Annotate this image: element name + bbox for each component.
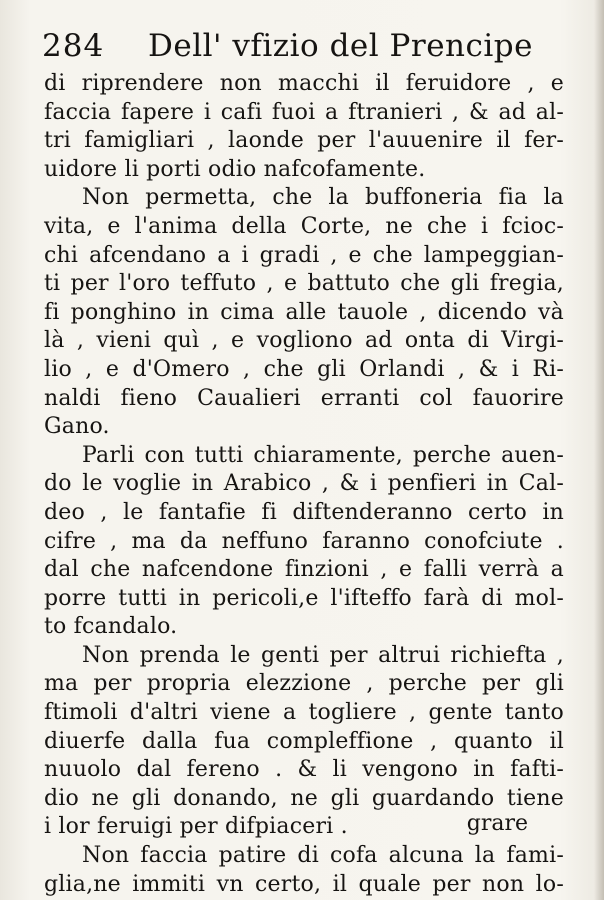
text-line: diuerfe dalla fua compleffione , quanto il: [44, 728, 564, 754]
catchword: grare: [466, 811, 528, 836]
text-line: ma per propria elezzione , perche per gli: [44, 671, 564, 697]
text-line: Gano.: [44, 414, 110, 440]
text-line: Parli con tutti chiaramente, perche auen-: [82, 442, 564, 468]
text-line: nuuolo dal fereno . & li vengono in fafti-: [44, 757, 564, 783]
text-line: porre tutti in pericoli,e l'ifteffo farà di mol-: [44, 585, 564, 611]
text-line: dio ne gli donando, ne gli guardando tiene: [44, 785, 564, 811]
text-line: ti per l'oro teffuto , e battuto che gli fregia,: [44, 271, 564, 297]
page-number: 284: [42, 28, 105, 64]
text-line: di riprendere non macchi il feruidore , e: [44, 71, 564, 96]
text-line: naldi fieno Caualieri erranti col fauorire: [44, 385, 564, 411]
running-head: Dell' vfizio del Prencipe: [148, 28, 533, 64]
text-line: cifre , ma da neffuno faranno conofciute .: [44, 528, 564, 554]
text-line: là , vieni quì , e vogliono ad onta di Virgi-: [44, 328, 564, 354]
page-header: [42, 28, 564, 72]
text-line: do le voglie in Arabico , & i penfieri in Cal-: [44, 471, 564, 497]
text-line: to fcandalo.: [44, 614, 178, 640]
text-line: Non faccia patire di cofa alcuna la fami-: [82, 843, 564, 869]
page-gutter-shadow: [594, 0, 604, 900]
text-line: ftimoli d'altri viene a togliere , gente tanto: [44, 700, 564, 726]
text-line: fi ponghino in cima alle tauole , dicendo và: [44, 299, 564, 325]
body-text: [44, 70, 564, 899]
text-line: tri famigliari , laonde per l'auuenire il fer-: [44, 128, 564, 154]
text-line: dal che nafcendone finzioni , e falli verrà a: [44, 557, 564, 583]
text-line: vita, e l'anima della Corte, ne che i fcioc-: [44, 213, 564, 239]
text-line: Non permetta, che la buffoneria fia la: [82, 185, 564, 211]
text-line: faccia fapere i cafi fuoi a ftranieri , & ad al-: [44, 99, 564, 125]
text-line: i lor feruigi per difpiaceri .: [44, 814, 348, 840]
text-line: deo , le fantafie fi diftenderanno certo in: [44, 499, 564, 525]
text-line: lio , e d'Omero , che gli Orlandi , & i Ri-: [44, 356, 564, 382]
text-line: Non prenda le genti per altrui richiefta ,: [82, 642, 564, 668]
text-line: chi afcendano a i gradi , e che lampeggian-: [44, 242, 564, 268]
text-line: glia,ne immiti vn certo, il quale per non lo-: [44, 871, 564, 897]
text-line: uidore li porti odio nafcofamente.: [44, 156, 426, 182]
